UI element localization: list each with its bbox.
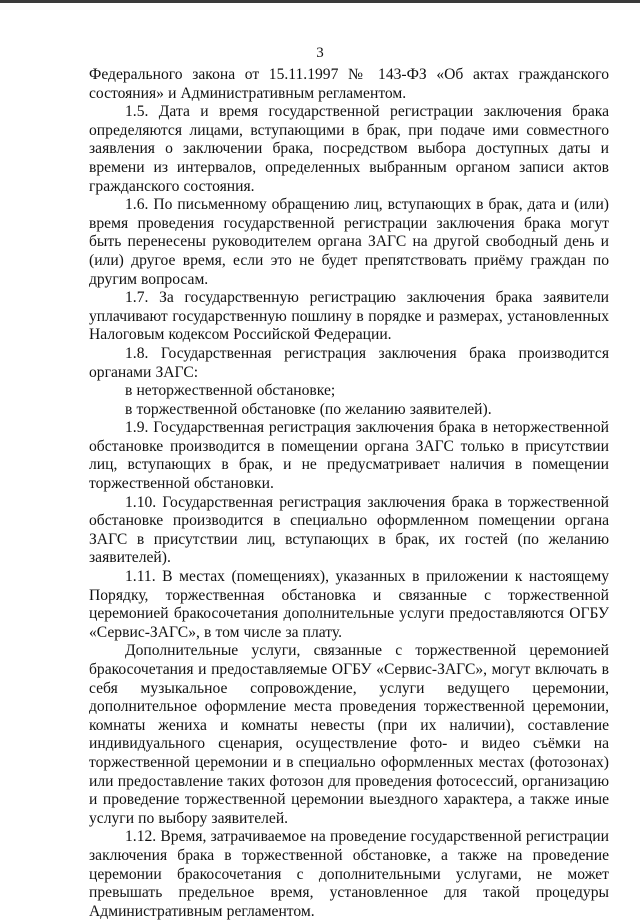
list-item-ceremonial: в торжественной обстановке (по желанию заявителей). bbox=[125, 400, 492, 418]
page-number: 3 bbox=[316, 45, 324, 61]
paragraph-1-5: 1.5. Дата и время государственной регистрации заключения брака определяются лицами, вступающими в брак, при подаче ими совместного заявления о заключении брака, посредством выбора доступных даты и времени из интервалов, определенных выбранным органом записи актов гражданского состояния. bbox=[89, 103, 609, 195]
paragraph-1-7: 1.7. За государственную регистрацию заключения брака заявители уплачивают государственную пошлину в порядке и размерах, установленных Налоговым кодексом Российской Федерации. bbox=[89, 289, 609, 344]
paragraph-1-10: 1.10. Государственная регистрация заключения брака в торжественной обстановке производится в специально оформленном помещении органа ЗАГС в присутствии лиц, вступающих в брак, их гостей (по желанию заявителей). bbox=[89, 493, 609, 567]
paragraph-1-11: 1.11. В местах (помещениях), указанных в приложении к настоящему Порядку, торжественная обстановка и связанные с торжественной церемонией бракосочетания дополнительные услуги предоставляются ОГБУ «Сервис-ЗАГС», в том числе за плату. bbox=[89, 568, 609, 641]
paragraph-1-9: 1.9. Государственная регистрация заключения брака в неторжественной обстановке производится в помещении органа ЗАГС только в присутствии лиц, вступающих в брак, и не предусматривает наличия в помещении торжественной обстановки. bbox=[89, 419, 609, 493]
scan-top-edge bbox=[0, 0, 640, 3]
paragraph-intro: Федерального закона от 15.11.1997 № 143-ФЗ «Об актах гражданского состояния» и Административным регламентом. bbox=[89, 66, 609, 102]
document-body bbox=[89, 66, 609, 921]
paragraph-1-12: 1.12. Время, затрачиваемое на проведение государственной регистрации заключения брака в торжественной обстановке, а также на проведение церемонии бракосочетания с дополнительными услугами, не может превышать предельное время, установленное для такой процедуры Административным регламентом. bbox=[89, 828, 609, 920]
list-item-non-ceremonial: в неторжественной обстановке; bbox=[125, 382, 336, 400]
paragraph-1-6: 1.6. По письменному обращению лиц, вступающих в брак, дата и (или) время проведения государственной регистрации заключения брака могут быть перенесены руководителем органа ЗАГС на другой свободный день и (или) другое время, если это не будет препятствовать приёму граждан по другим вопросам. bbox=[89, 196, 609, 288]
paragraph-additional-services: Дополнительные услуги, связанные с торжественной церемонией бракосочетания и предоставляемые ОГБУ «Сервис-ЗАГС», могут включать в себя музыкальное сопровождение, услуги ведущего церемонии, дополнительное оформление места проведения торжественной церемонии, комнаты жениха и комнаты невесты (при их наличии), составление индивидуального сценария, осуществление фото- и видео съёмки на торжественной церемонии и в специально оформленных местах (фотозонах) или предоставление таких фотозон для проведения фотосессий, организацию и проведение торжественной церемонии выездного характера, а также иные услуги по выбору заявителей. bbox=[89, 642, 609, 827]
paragraph-1-8: 1.8. Государственная регистрация заключения брака производится органами ЗАГС: bbox=[89, 344, 609, 381]
